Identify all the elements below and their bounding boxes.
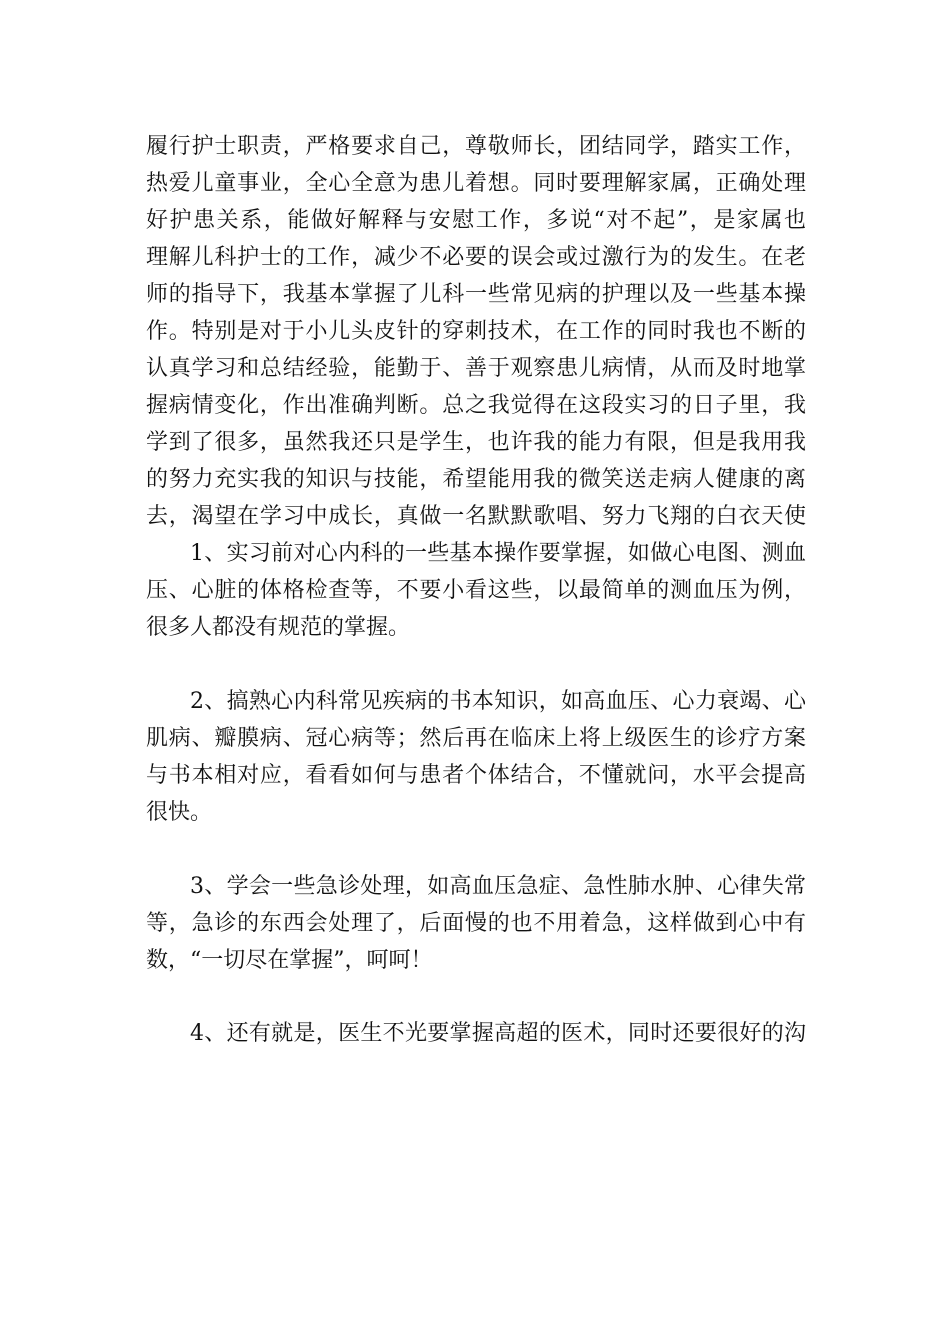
paragraph-item-4 (146, 1015, 806, 1052)
text-line: 理解儿科护士的工作，减少不必要的误会或过激行为的发生。在老 (146, 245, 806, 270)
text-line: 的努力充实我的知识与技能，希望能用我的微笑送走病人健康的离 (146, 467, 806, 492)
text-line: 握病情变化，作出准确判断。总之我觉得在这段实习的日子里，我 (146, 393, 806, 418)
paragraph-spacer (146, 979, 806, 1015)
text-line: 2、搞熟心内科常见疾病的书本知识，如高血压、心力衰竭、心 (190, 689, 806, 714)
text-line: 去，渴望在学习中成长，真做一名默默歌唱、努力飞翔的白衣天使 (146, 504, 806, 529)
paragraph-item-3 (146, 868, 806, 979)
text-line: 很多人都没有规范的掌握。 (146, 615, 411, 640)
paragraph-intro (146, 128, 806, 535)
text-line: 4、还有就是，医生不光要掌握高超的医术，同时还要很好的沟 (190, 1021, 806, 1046)
paragraph-item-1 (146, 535, 806, 646)
paragraph-spacer (146, 646, 806, 683)
document-body (146, 128, 806, 1052)
text-line: 履行护士职责，严格要求自己，尊敬师长，团结同学，踏实工作， (146, 134, 806, 159)
text-line: 等，急诊的东西会处理了，后面慢的也不用着急，这样做到心中有 (146, 911, 806, 936)
paragraph-item-2 (146, 683, 806, 831)
text-line: 与书本相对应，看看如何与患者个体结合，不懂就问，水平会提高 (146, 763, 806, 788)
text-line: 认真学习和总结经验，能勤于、善于观察患儿病情，从而及时地掌 (146, 356, 806, 381)
text-line: 很快。 (146, 800, 213, 825)
text-line: 3、学会一些急诊处理，如高血压急症、急性肺水肿、心律失常 (190, 874, 806, 899)
paragraph-spacer (146, 831, 806, 868)
text-line: 好护患关系，能做好解释与安慰工作，多说“对不起”，是家属也 (146, 208, 806, 233)
text-line: 压、心脏的体格检查等，不要小看这些，以最简单的测血压为例， (146, 578, 806, 603)
text-line: 学到了很多，虽然我还只是学生，也许我的能力有限，但是我用我 (146, 430, 806, 455)
text-line: 热爱儿童事业，全心全意为患儿着想。同时要理解家属，正确处理 (146, 171, 806, 196)
text-line: 数，“一切尽在掌握”，呵呵！ (146, 948, 433, 973)
text-line: 作。特别是对于小儿头皮针的穿刺技术，在工作的同时我也不断的 (146, 319, 806, 344)
text-line: 肌病、瓣膜病、冠心病等；然后再在临床上将上级医生的诊疗方案 (146, 726, 806, 751)
text-line: 1、实习前对心内科的一些基本操作要掌握，如做心电图、测血 (190, 541, 806, 566)
text-line: 师的指导下，我基本掌握了儿科一些常见病的护理以及一些基本操 (146, 282, 806, 307)
